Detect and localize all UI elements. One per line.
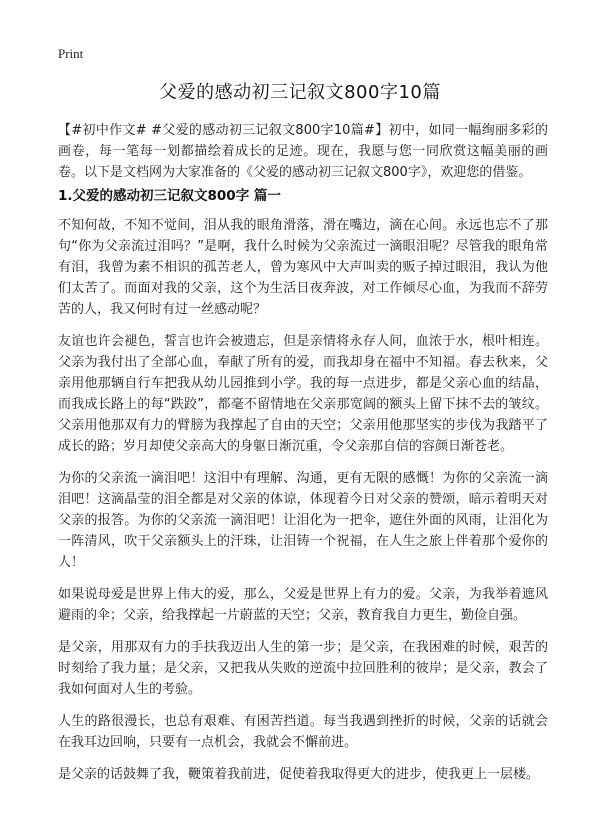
intro-paragraph: 【#初中作文# #父爱的感动初三记叙文800字10篇#】初中，如同一幅绚丽多彩的画卷，每一笔每一划都描绘着成长的足迹。现在，我愿与您一同欣赏这幅美丽的画卷。以下是文档网为大家准备的《父爱的感动初三记叙文800字》，欢迎您的借鉴。 — [58, 123, 548, 180]
body-paragraph: 是父亲，用那双有力的手扶我迈出人生的第一步；是父亲，在我困难的时候，艰苦的时刻给了我力量；是父亲，又把我从失败的逆流中拉回胜利的彼岸；是父亲，教会了我如何面对人生的考验。 — [58, 640, 548, 697]
body-paragraph: 如果说母爱是世界上伟大的爱，那么，父爱是世界上有力的爱。父亲，为我举着遮风避雨的伞；父亲，给我撑起一片蔚蓝的天空；父亲，教育我自力更生，勤俭自强。 — [58, 587, 548, 623]
body-paragraph: 是父亲的话鼓舞了我，鞭策着我前进，促使着我取得更大的进步，使我更上一层楼。 — [58, 767, 540, 782]
article-body — [58, 215, 548, 796]
body-paragraph: 不知何故，不知不觉间，泪从我的眼角滑落，滑在嘴边，滴在心间。永远也忘不了那句“你为父亲流过泪吗？”是啊，我什么时候为父亲流过一滴眼泪呢？尽管我的眼角常有泪，我曾为素不相识的孤苦老人，曾为寒风中大声叫卖的贩子掉过眼泪，我认为他们太苦了。而面对我的父亲，这个为生活日夜奔波，对工作倾尽心血，为我而不辞劳苦的人，我又何时有过一丝感动呢？ — [58, 218, 548, 317]
print-label[interactable]: Print — [58, 46, 84, 61]
body-paragraph: 人生的路很漫长，也总有艰难、有困苦挡道。每当我遇到挫折的时候，父亲的话就会在我耳边回响，只要有一点机会，我就会不懈前进。 — [58, 714, 548, 750]
section-heading: 1.父爱的感动初三记叙文800字 篇一 — [58, 188, 281, 204]
body-paragraph: 为你的父亲流一滴泪吧！这泪中有理解、沟通，更有无限的感慨！为你的父亲流一滴泪吧！这滴晶莹的泪全都是对父亲的体谅，体现着今日对父亲的赞颂，暗示着明天对父亲的报答。为你的父亲流一滴泪吧！让泪化为一把伞，遮住外面的风雨，让泪化为一阵清风，吹干父亲额头上的汗珠，让泪铸一个祝福，在人生之旅上伴着那个爱你的人！ — [58, 471, 548, 570]
body-paragraph: 友谊也许会褪色，誓言也许会被遗忘，但是亲情将永存人间，血浓于水，根叶相连。父亲为我付出了全部心血，奉献了所有的爱，而我却身在福中不知福。春去秋来，父亲用他那辆自行车把我从幼儿园推到小学。我的每一点进步，都是父亲心血的结晶，而我成长路上的每“跌跤”，都毫不留情地在父亲那宽阔的额头上留下抹不去的皱纹。父亲用他那双有力的臂膀为我撑起了自由的天空；父亲用他那坚实的步伐为我踏平了成长的路；岁月却使父亲高大的身躯日渐沉重，令父亲那自信的容颜日渐苍老。 — [58, 334, 548, 454]
page-title: 父爱的感动初三记叙文800字10篇 — [159, 82, 441, 103]
